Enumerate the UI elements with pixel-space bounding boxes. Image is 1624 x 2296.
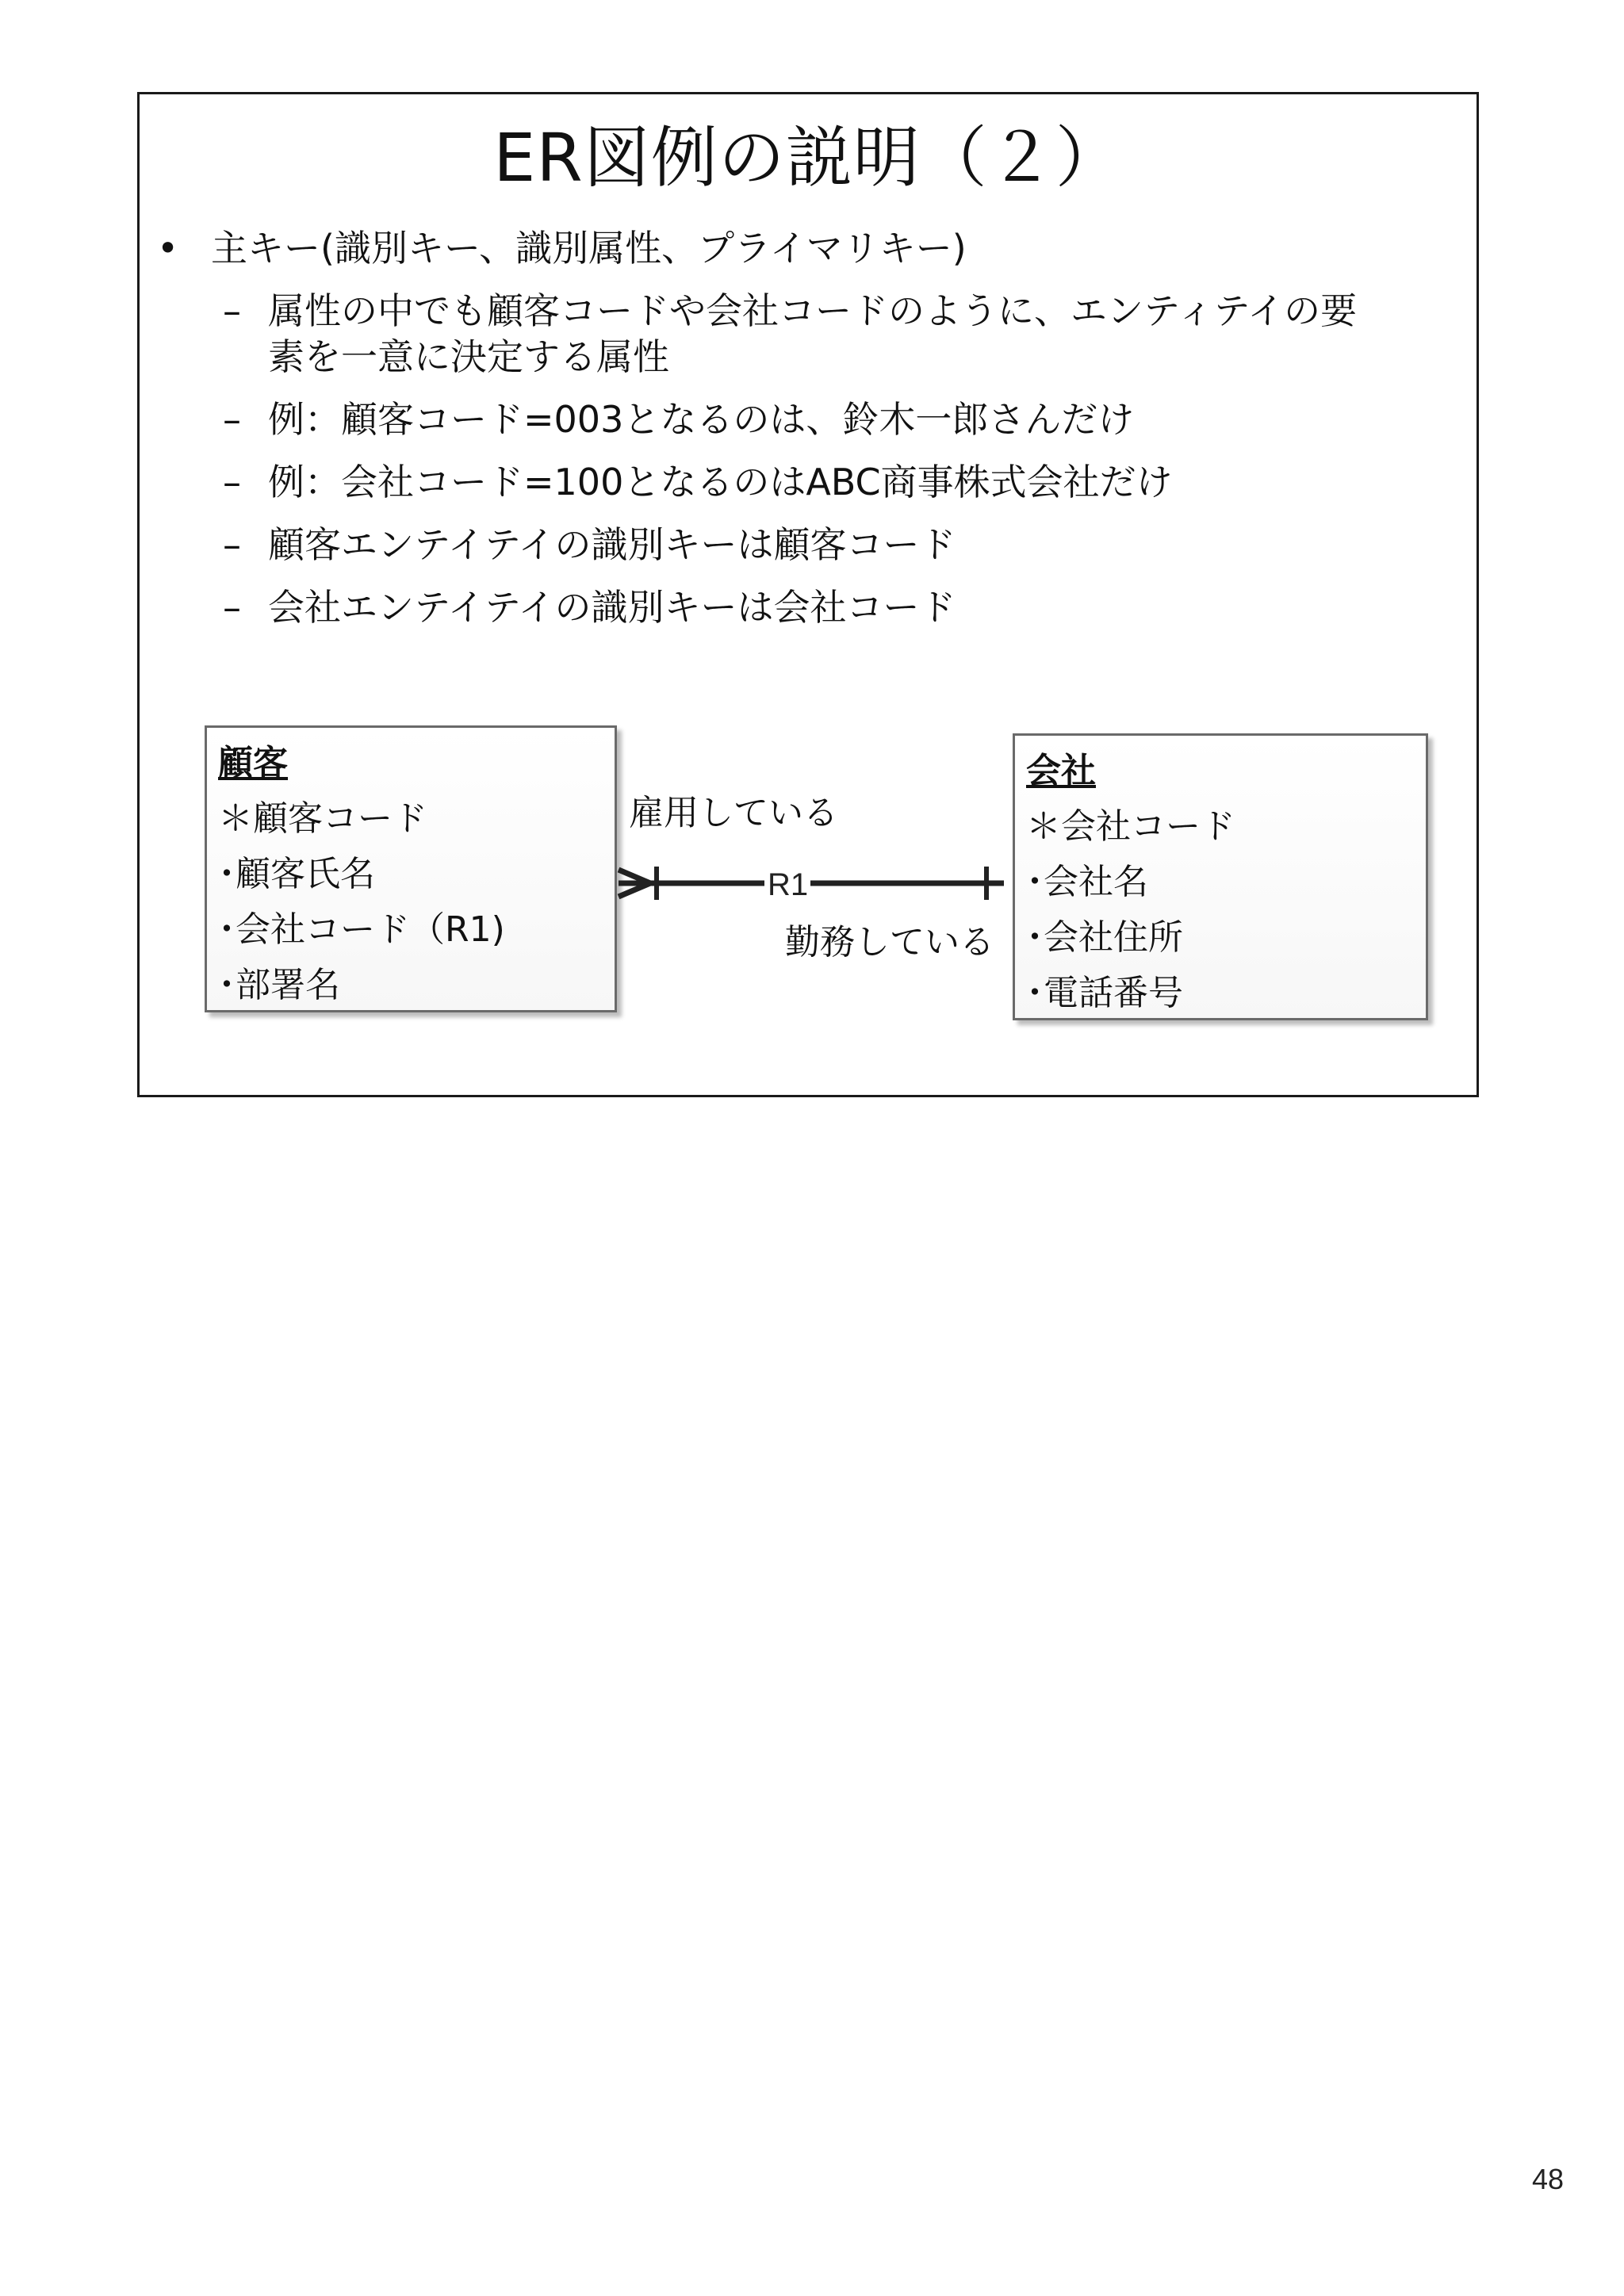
sub-bullet-text: 例：会社コード=100となるのはABC商事株式会社だけ <box>268 461 1173 503</box>
main-bullet-text: 主キー(識別キー、識別属性、プライマリキー) <box>211 227 967 270</box>
customer-attribute: ＊顧客コード <box>218 798 427 839</box>
company-attribute: ･会社住所 <box>1026 917 1183 958</box>
company-attribute: ･会社名 <box>1026 862 1148 902</box>
sub-bullet <box>223 522 1460 568</box>
customer-entity-box <box>205 725 617 1012</box>
sub-bullet-text: 例：顧客コード=003となるのは、鈴木一郎さんだけ <box>268 398 1135 441</box>
relationship-label-top: 雇用している <box>629 793 838 833</box>
sub-bullet-dash: – <box>223 289 241 332</box>
company-entity-name: 会社 <box>1026 751 1096 791</box>
sub-bullet <box>223 396 1460 442</box>
sub-bullet-dash: – <box>223 523 241 566</box>
customer-attribute: ･顧客氏名 <box>218 854 375 894</box>
relationship-label-bottom: 勤務している <box>785 922 994 962</box>
sub-bullet <box>223 288 1460 380</box>
bullet-mark: • <box>157 227 179 270</box>
page-number: 48 <box>1531 2163 1564 2195</box>
sub-bullet-text: 会社エンテイテイの識別キーは会社コード <box>268 586 956 629</box>
relationship-id-label: R1 <box>768 867 809 902</box>
slide-title: ER図例の説明（２） <box>493 119 1123 197</box>
sub-bullet-text: 顧客エンテイテイの識別キーは顧客コード <box>268 523 956 566</box>
company-attribute: ＊会社コード <box>1026 806 1235 847</box>
customer-entity-name: 顧客 <box>218 743 288 783</box>
main-bullet <box>157 224 967 272</box>
sub-bullet-text-continued: 素を一意に決定する属性 <box>268 335 669 378</box>
relationship-line <box>615 855 1016 911</box>
company-entity-box <box>1013 733 1428 1020</box>
sub-bullet-dash: – <box>223 398 241 441</box>
company-attribute: ･電話番号 <box>1026 973 1183 1013</box>
sub-bullet <box>223 584 1460 630</box>
sub-bullet-dash: – <box>223 586 241 629</box>
sub-bullet <box>223 459 1460 505</box>
sub-bullet-text: 属性の中でも顧客コードや会社コードのように、エンティテイの要 <box>268 289 1358 332</box>
customer-attribute: ･部署名 <box>218 965 340 1005</box>
customer-attribute: ･会社コード（R1) <box>218 909 505 950</box>
slide <box>137 92 1479 1097</box>
sub-bullet-list <box>223 288 1460 647</box>
sub-bullet-dash: – <box>223 461 241 503</box>
